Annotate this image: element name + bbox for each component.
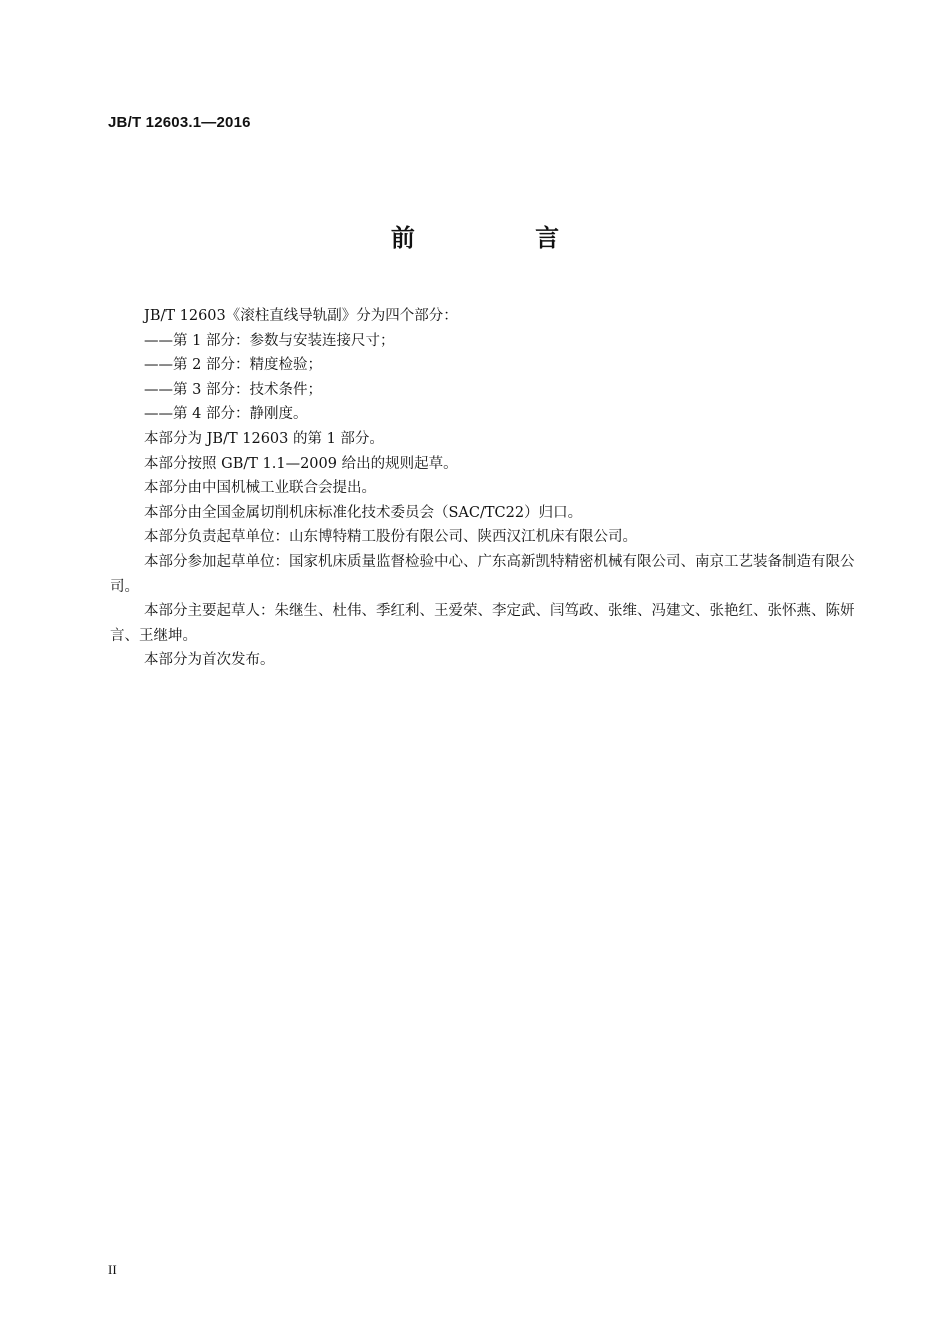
paragraph-drafting-rules: 本部分按照 GB/T 1.1—2009 给出的规则起草。	[144, 455, 458, 472]
paragraph-main-drafters: 本部分主要起草人：朱继生、杜伟、季红利、王爱荣、李定武、闫笃政、张维、冯建文、张艳红、张怀燕、陈妍言、王继坤。	[110, 603, 855, 644]
paragraph-centralized-by: 本部分由全国金属切削机床标准化技术委员会（SAC/TC22）归口。	[144, 504, 583, 521]
foreword-body	[110, 304, 860, 673]
standard-id: JB/T 12603.1—2016	[108, 114, 251, 131]
paragraph-first-release: 本部分为首次发布。	[144, 652, 275, 669]
paragraph-part-1: ——第 1 部分：参数与安装连接尺寸；	[144, 332, 395, 349]
paragraph-proposed-by: 本部分由中国机械工业联合会提出。	[144, 480, 376, 497]
paragraph-part-2: ——第 2 部分：精度检验；	[144, 357, 322, 374]
paragraph-responsible-units: 本部分负责起草单位：山东博特精工股份有限公司、陕西汉江机床有限公司。	[144, 529, 637, 546]
paragraph-participating-units: 本部分参加起草单位：国家机床质量监督检验中心、广东高新凯特精密机械有限公司、南京工艺装备制造有限公司。	[110, 553, 855, 595]
paragraph-part-4: ——第 4 部分：静刚度。	[144, 406, 308, 423]
paragraph-part-3: ——第 3 部分：技术条件；	[144, 381, 322, 398]
page-title: 前 言	[390, 224, 616, 252]
paragraph-this-part: 本部分为 JB/T 12603 的第 1 部分。	[144, 430, 384, 447]
paragraph-parts-intro: JB/T 12603《滚柱直线导轨副》分为四个部分：	[144, 308, 458, 324]
page-number: II	[108, 1262, 117, 1277]
